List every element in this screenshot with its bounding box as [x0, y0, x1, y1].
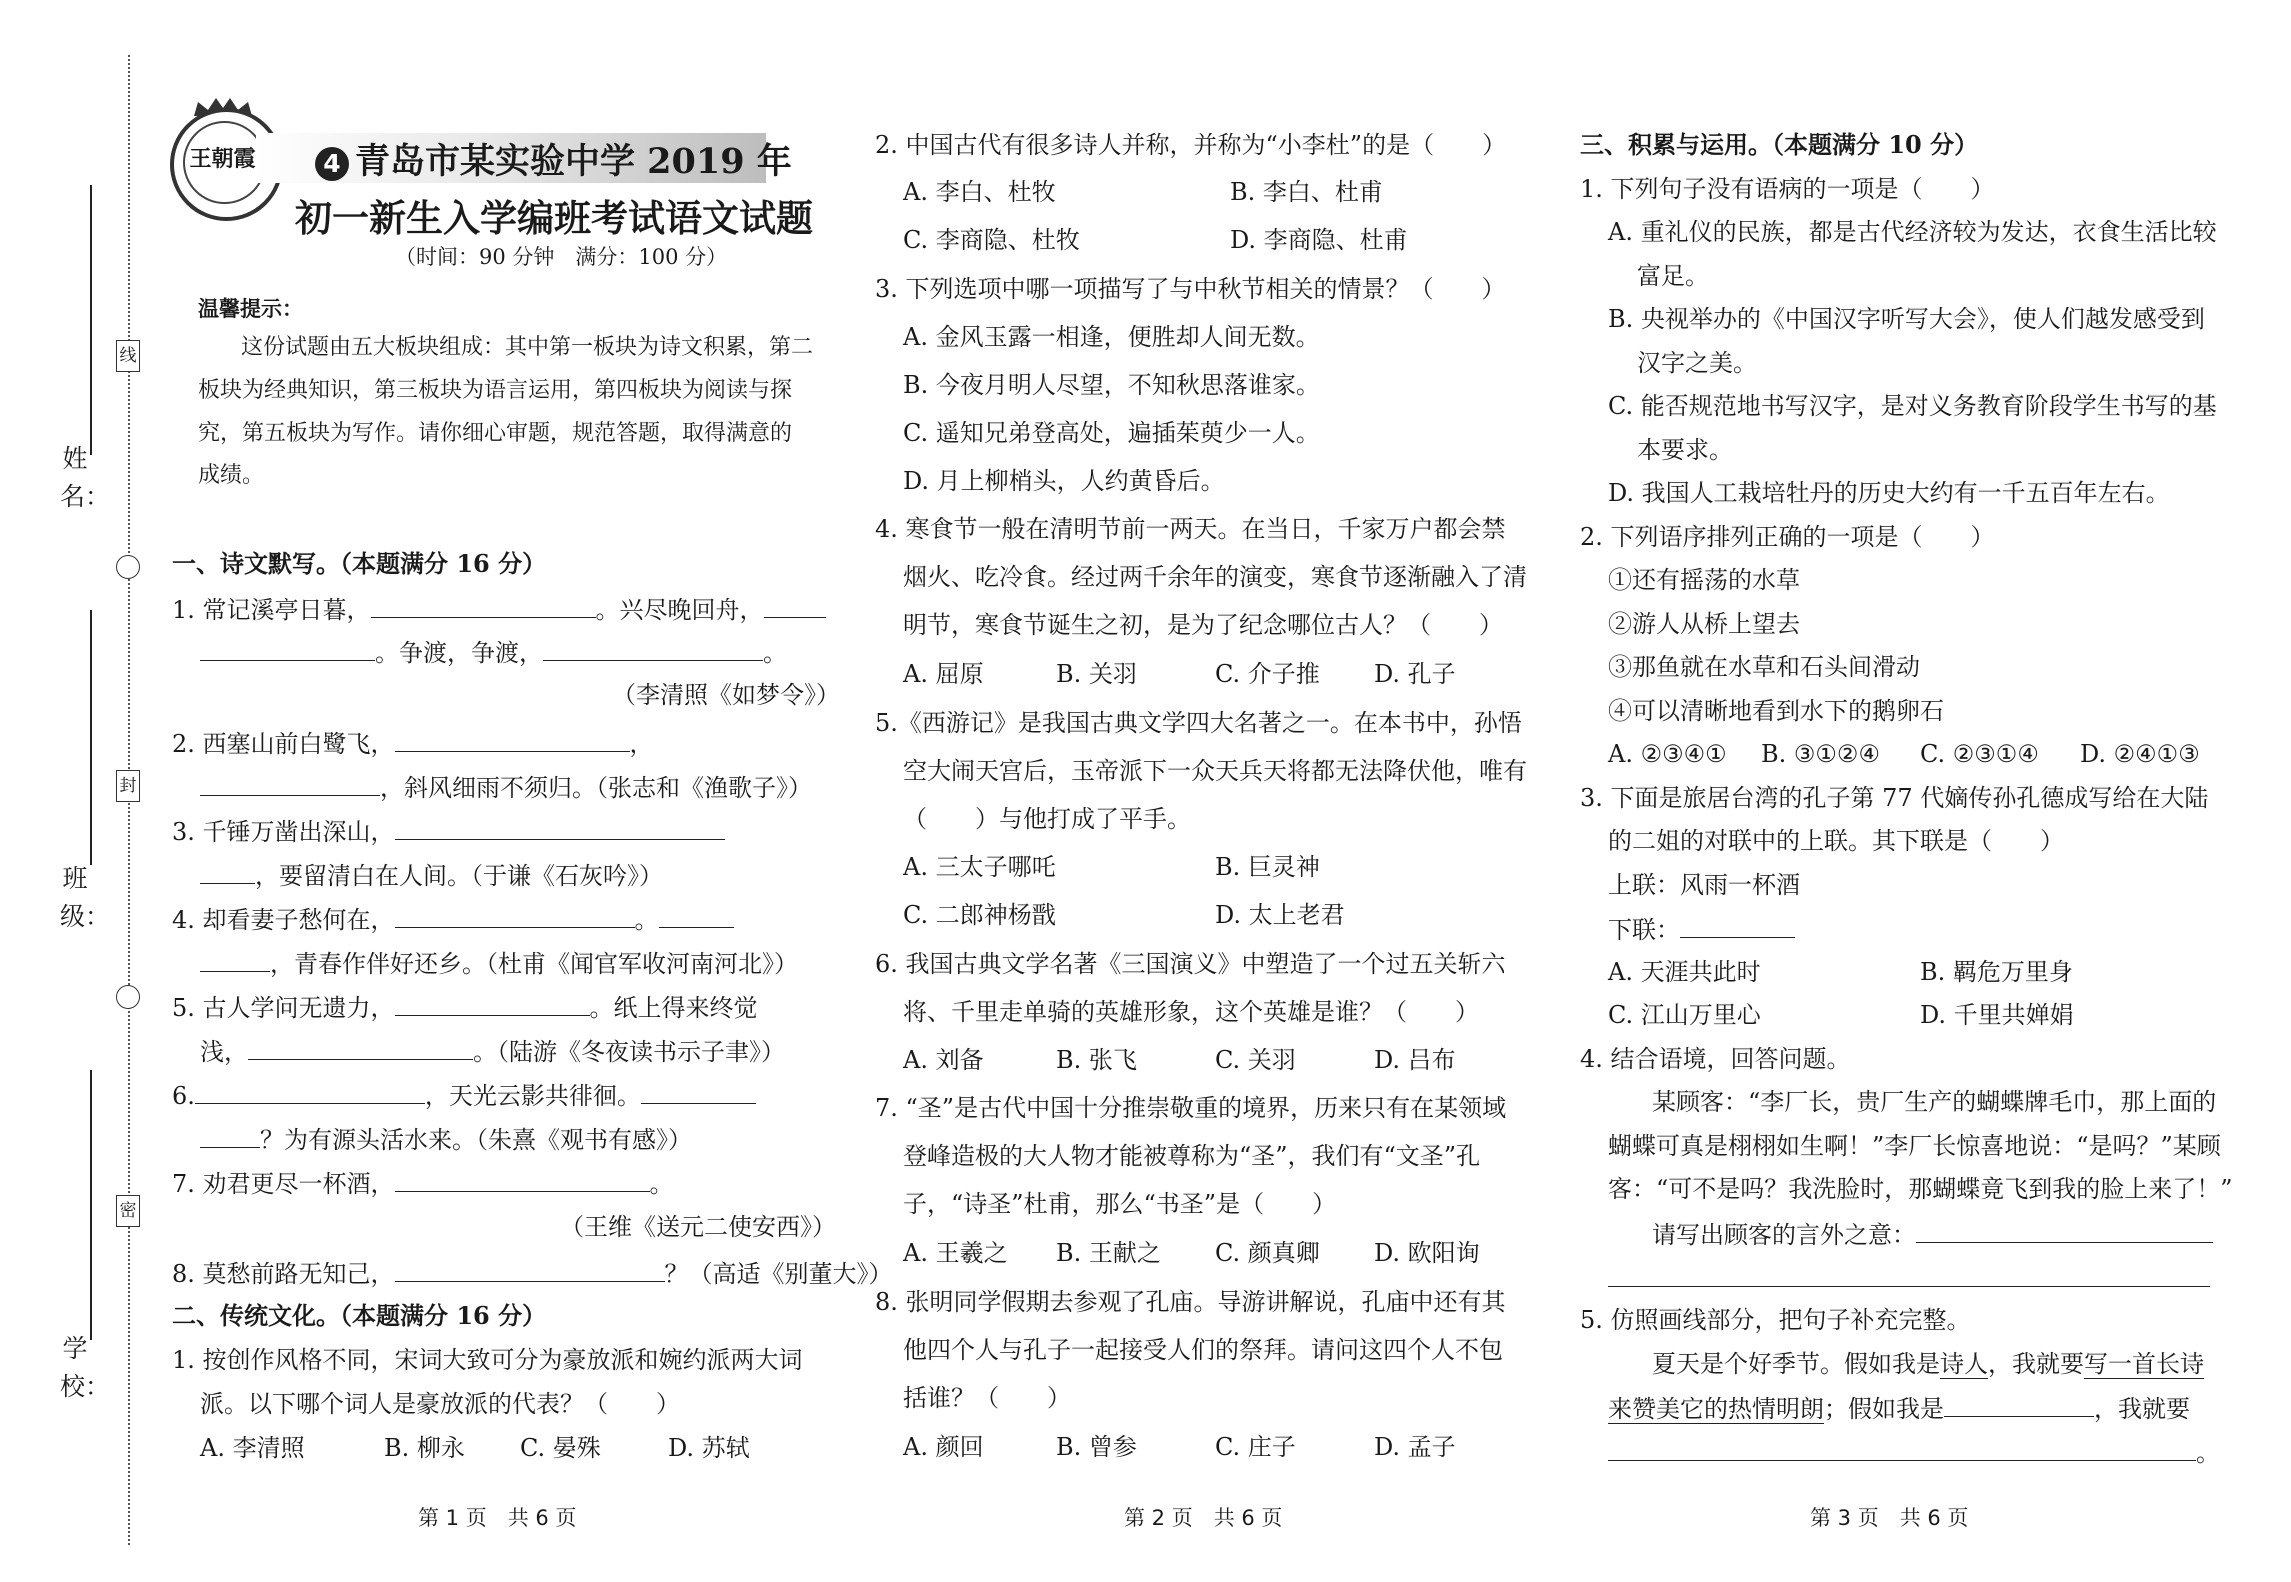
question-1-source: （李清照《如梦令》） [612, 681, 840, 709]
q7-line2: 登峰造极的大人物才能被尊称为“圣”，我们有“文圣”孔 [903, 1142, 1481, 1170]
option-continued: 本要求。 [1637, 436, 1733, 464]
answer-blank[interactable] [1608, 1262, 2210, 1287]
option[interactable]: D. 月上柳梢头，人约黄昏后。 [903, 467, 1225, 495]
option[interactable]: D. 太上老君 [1215, 901, 1345, 929]
option-continued: 汉字之美。 [1637, 349, 1757, 377]
sentence-item: ①还有摇荡的水草 [1608, 566, 1800, 594]
sentence-item: ④可以清晰地看到水下的鹅卵石 [1608, 697, 1944, 725]
paper-title-line1: 4 青岛市某实验中学 2019 年 [315, 134, 792, 184]
option[interactable]: B. 巨灵神 [1215, 853, 1320, 881]
c3-q4-prompt: 请写出顾客的言外之意： [1652, 1218, 2213, 1250]
option[interactable]: C. 关羽 [1215, 1046, 1296, 1074]
option[interactable]: D. 我国人工栽培牡丹的历史大约有一千五百年左右。 [1608, 479, 2170, 507]
answer-blank[interactable] [1608, 1436, 2196, 1461]
option[interactable]: D. 苏轼 [668, 1434, 750, 1462]
question-7-line1: 7. 劝君更尽一杯酒， 。 [172, 1167, 674, 1199]
c3-q5-line1: 5. 仿照画线部分，把句子补充完整。 [1580, 1306, 1971, 1334]
notice-line: 板块为经典知识，第三板块为语言运用，第四板块为阅读与探 [198, 378, 793, 403]
option[interactable]: B. 李白、杜甫 [1230, 178, 1383, 206]
q6-line1: 6. 我国古典文学名著《三国演义》中塑造了一个过五关斩六 [875, 950, 1506, 978]
option[interactable]: C. ②③①④ [1920, 740, 2039, 768]
option[interactable]: D. 李商隐、杜甫 [1230, 226, 1408, 254]
school-fill-line [90, 1070, 92, 1340]
answer-blank[interactable] [200, 1123, 260, 1148]
option[interactable]: B. 央视举办的《中国汉字听写大会》，使人们越发感受到 [1608, 305, 2205, 333]
option[interactable]: A. 天涯共此时 [1608, 958, 1761, 986]
option[interactable]: C. 颜真卿 [1215, 1239, 1320, 1267]
notice-label: 温馨提示： [198, 296, 303, 321]
dialogue-line: 客：“可不是吗？我洗脸时，那蝴蝶竟飞到我的脸上来了！” [1608, 1175, 2233, 1203]
c3-q5-para-line1: 夏天是个好季节。假如我是诗人，我就要写一首长诗 [1652, 1350, 2204, 1378]
answer-blank[interactable] [1680, 913, 1795, 938]
option[interactable]: B. 张飞 [1056, 1046, 1137, 1074]
answer-blank[interactable] [248, 1035, 473, 1060]
school-label: 学 校： [60, 1334, 111, 1401]
notice-line: 这份试题由五大板块组成：其中第一板块为诗文积累，第二 [241, 335, 814, 360]
answer-blank[interactable] [195, 1079, 425, 1104]
option[interactable]: D. 孟子 [1374, 1433, 1456, 1461]
q7-line3: 子，“诗圣”杜甫，那么“书圣”是（ ） [903, 1190, 1337, 1218]
option[interactable]: B. 柳永 [384, 1434, 465, 1462]
q2-line1: 2. 中国古代有很多诗人并称，并称为“小李杜”的是（ ） [875, 131, 1507, 159]
publisher-logo: 王朝霞 [170, 108, 283, 221]
q4-line2: 烟火、吃冷食。经过两千余年的演变，寒食节逐渐融入了清 [903, 563, 1527, 591]
marker-circle [116, 985, 140, 1009]
q5-line1: 5.《西游记》是我国古典文学四大名著之一。在本书中，孙悟 [875, 709, 1522, 737]
question-4-line2: ，青春作伴好还乡。（杜甫《闻官军收河南河北》） [200, 947, 798, 979]
notice-line: 成绩。 [198, 463, 265, 488]
option[interactable]: D. 吕布 [1374, 1046, 1456, 1074]
option[interactable]: D. 孔子 [1374, 660, 1456, 688]
section1-title: 一、诗文默写。（本题满分 16 分） [172, 549, 547, 578]
option[interactable]: C. 二郎神杨戬 [903, 901, 1056, 929]
section3-title: 三、积累与运用。（本题满分 10 分） [1580, 130, 1979, 159]
option[interactable]: A. 王羲之 [903, 1239, 1008, 1267]
c3-q5-para-line3: 。 [1608, 1436, 2220, 1468]
question-2-line1: 2. 西塞山前白鹭飞， ， [172, 727, 654, 759]
q3-line1: 3. 下列选项中哪一项描写了与中秋节相关的情景？（ ） [875, 275, 1506, 303]
option[interactable]: C. 晏殊 [520, 1434, 601, 1462]
answer-blank[interactable] [395, 1167, 650, 1192]
question-3-line1: 3. 千锤万凿出深山， [172, 815, 725, 847]
paper-number-badge: 4 [315, 147, 349, 181]
option[interactable]: A. 金风玉露一相逢，便胜却人间无数。 [903, 323, 1320, 351]
q5-line2: 空大闹天宫后，玉帝派下一众天兵天将都无法降伏他，唯有 [903, 757, 1527, 785]
q4-line3: 明节，寒食节诞生之初，是为了纪念哪位古人？（ ） [903, 611, 1503, 639]
answer-blank[interactable] [395, 815, 725, 840]
question-4-line1: 4. 却看妻子愁何在， 。 [172, 903, 734, 935]
answer-blank[interactable] [543, 636, 763, 661]
dialogue-line: 蝴蝶可真是栩栩如生啊！”李厂长惊喜地说：“是吗？”某顾 [1608, 1132, 2221, 1160]
answer-blank[interactable] [395, 727, 630, 752]
page-footer-1: 第 1 页 共 6 页 [418, 1506, 577, 1530]
option[interactable]: A. 李白、杜牧 [903, 178, 1056, 206]
class-label: 班 级： [60, 864, 111, 931]
answer-blank[interactable] [200, 947, 270, 972]
q8-line1: 8. 张明同学假期去参观了孔庙。导游讲解说，孔庙中还有其 [875, 1288, 1506, 1316]
marker-dense: 密 [116, 1195, 140, 1227]
couplet-upper: 上联：风雨一杯酒 [1608, 871, 1800, 899]
answer-blank[interactable] [641, 1079, 756, 1104]
sentence-item: ②游人从桥上望去 [1608, 610, 1800, 638]
c3-q2-line1: 2. 下列语序排列正确的一项是（ ） [1580, 523, 1995, 551]
option[interactable]: A. 屈原 [903, 660, 984, 688]
option[interactable]: C. 江山万里心 [1608, 1001, 1761, 1029]
option[interactable]: A. 重礼仪的民族，都是古代经济较为发达，衣食生活比较 [1608, 218, 2217, 246]
q7-line1: 7. “圣”是古代中国十分推崇敬重的境界，历来只有在某领域 [875, 1094, 1507, 1122]
name-fill-line [90, 185, 92, 455]
class-fill-line [90, 610, 92, 865]
q8-line2: 他四个人与孔子一起接受人们的祭拜。请问这四个人不包 [903, 1336, 1503, 1364]
option[interactable]: A. 三太子哪吒 [903, 853, 1056, 881]
marker-line: 线 [116, 340, 140, 372]
question-3-line2: ，要留清白在人间。（于谦《石灰吟》） [200, 859, 663, 891]
answer-blank[interactable] [659, 903, 734, 928]
option[interactable]: A. ②③④① [1608, 740, 1727, 768]
option[interactable]: C. 庄子 [1215, 1433, 1296, 1461]
sentence-item: ③那鱼就在水草和石头间滑动 [1608, 653, 1920, 681]
q8-line3: 括谁？（ ） [903, 1384, 1071, 1412]
question-1-line1: 1. 常记溪亭日暮， 。兴尽晚回舟， [172, 593, 826, 625]
answer-blank[interactable] [395, 1257, 665, 1282]
option[interactable]: B. ③①②④ [1761, 740, 1880, 768]
paper-title-line2: 初一新生入学编班考试语文试题 [295, 196, 813, 240]
c3-q1-line1: 1. 下列句子没有语病的一项是（ ） [1580, 175, 1995, 203]
question-8-line1: 8. 莫愁前路无知己， ？（高适《别董大》） [172, 1257, 893, 1289]
question-5-line2: 浅， 。（陆游《冬夜读书示子聿》） [200, 1035, 785, 1067]
page-footer-3: 第 3 页 共 6 页 [1810, 1506, 1969, 1530]
answer-blank[interactable] [1916, 1218, 2213, 1243]
question-6-line2: ？为有源头活水来。（朱熹《观书有感》） [200, 1123, 692, 1155]
option[interactable]: B. 王献之 [1056, 1239, 1161, 1267]
option[interactable]: D. 千里共婵娟 [1920, 1001, 2074, 1029]
question-5-line1: 5. 古人学问无遗力， 。纸上得来终觉 [172, 991, 758, 1023]
option[interactable]: B. 羁危万里身 [1920, 958, 2073, 986]
option[interactable]: D. 欧阳询 [1374, 1239, 1480, 1267]
c3-q3-line2: 的二姐的对联中的上联。其下联是（ ） [1608, 827, 2064, 855]
c3-q4-line1: 4. 结合语境，回答问题。 [1580, 1045, 1851, 1073]
marker-seal: 封 [116, 770, 140, 802]
s2-question-1-line2: 派。以下哪个词人是豪放派的代表？（ ） [200, 1390, 680, 1418]
dialogue-line: 某顾客：“李厂长，贵厂生产的蝴蝶牌毛巾，那上面的 [1652, 1088, 2217, 1116]
exam-meta: （时间：90 分钟 满分：100 分） [395, 245, 728, 269]
answer-blank[interactable] [200, 636, 375, 661]
option[interactable]: C. 遥知兄弟登高处，遍插茱萸少一人。 [903, 419, 1320, 447]
option[interactable]: C. 能否规范地书写汉字，是对义务教育阶段学生书写的基 [1608, 392, 2217, 420]
question-1-line2: 。争渡，争渡， 。 [200, 636, 787, 668]
option-continued: 富足。 [1637, 262, 1709, 290]
s2-question-1-line1: 1. 按创作风格不同，宋词大致可分为豪放派和婉约派两大词 [172, 1346, 803, 1374]
answer-line [1608, 1262, 2210, 1294]
answer-blank[interactable] [200, 859, 255, 884]
option[interactable]: B. 关羽 [1056, 660, 1137, 688]
q6-line2: 将、千里走单骑的英雄形象，这个英雄是谁？（ ） [903, 998, 1479, 1026]
question-7-source: （王维《送元二使安西》） [560, 1213, 836, 1241]
answer-blank[interactable] [395, 903, 635, 928]
name-label: 姓 名： [60, 444, 111, 511]
option[interactable]: C. 介子推 [1215, 660, 1320, 688]
couplet-lower: 下联： [1608, 913, 1795, 945]
q4-line1: 4. 寒食节一般在清明节前一两天。在当日，千家万户都会禁 [875, 515, 1506, 543]
option[interactable]: A. 李清照 [200, 1434, 305, 1462]
answer-blank[interactable] [395, 991, 590, 1016]
option[interactable]: A. 颜回 [903, 1433, 984, 1461]
question-6-line1: 6. ，天光云影共徘徊。 [172, 1079, 756, 1111]
answer-blank[interactable] [1944, 1392, 2094, 1417]
option[interactable]: B. 今夜月明人尽望，不知秋思落谁家。 [903, 371, 1320, 399]
option[interactable]: B. 曾参 [1056, 1433, 1137, 1461]
binding-margin [0, 0, 160, 1582]
marker-circle [116, 555, 140, 579]
option[interactable]: D. ②④①③ [2080, 740, 2200, 768]
answer-blank[interactable] [371, 593, 596, 618]
c3-q5-para-line2: 来赞美它的热情明朗；假如我是 ，我就要 [1608, 1392, 2190, 1424]
c3-q3-line1: 3. 下面是旅居台湾的孔子第 77 代嫡传孙孔德成写给在大陆 [1580, 784, 2209, 812]
notice-line: 究，第五板块为写作。请你细心审题，规范答题，取得满意的 [198, 421, 793, 446]
answer-blank[interactable] [764, 593, 826, 618]
option[interactable]: C. 李商隐、杜牧 [903, 226, 1080, 254]
option[interactable]: A. 刘备 [903, 1046, 984, 1074]
answer-blank[interactable] [200, 771, 380, 796]
page-footer-2: 第 2 页 共 6 页 [1124, 1506, 1283, 1530]
section2-title: 二、传统文化。（本题满分 16 分） [172, 1301, 547, 1330]
q5-line3: （ ）与他打成了平手。 [903, 805, 1191, 833]
question-2-line2: ，斜风细雨不须归。（张志和《渔歌子》） [200, 771, 812, 803]
